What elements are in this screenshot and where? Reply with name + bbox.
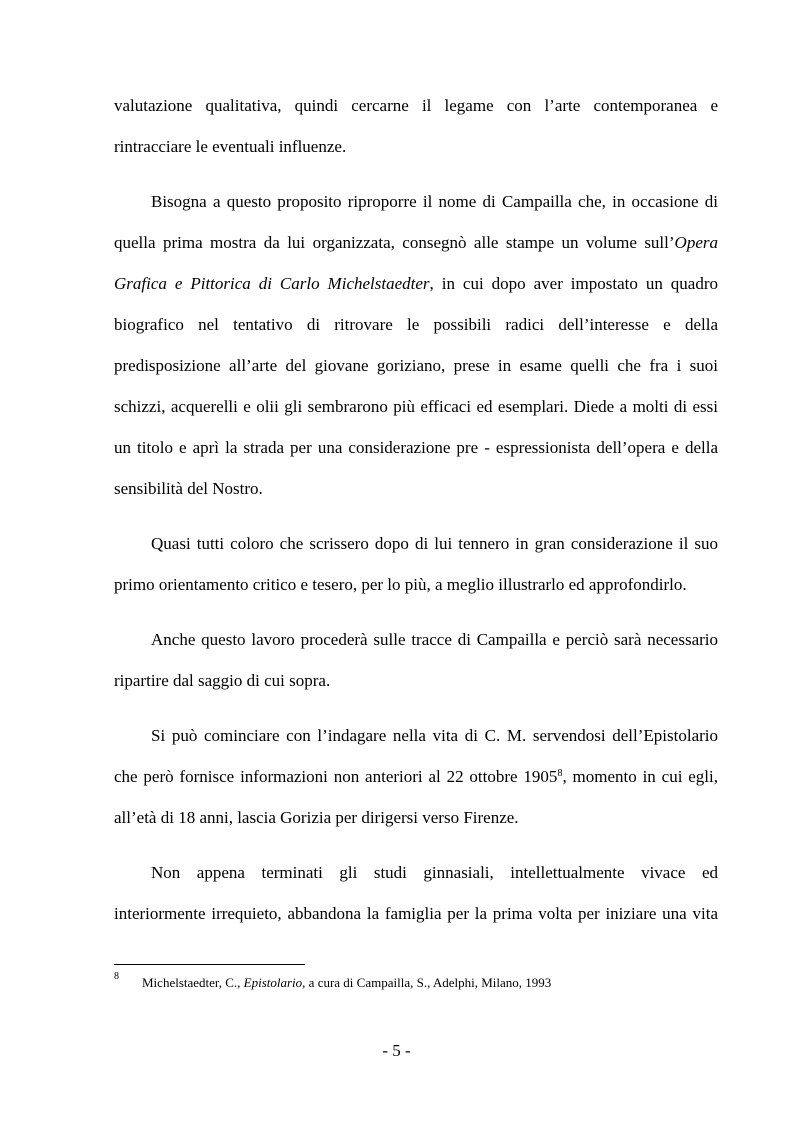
text-line [114, 273, 718, 295]
footnote-number: 8 [114, 971, 119, 982]
text-span: , momento in cui egli, [562, 767, 719, 786]
text-line: interiormente irrequieto, abbandona la famiglia per la prima volta per iniziare una vita [114, 904, 718, 923]
text-line [114, 766, 718, 788]
footnote-title: Epistolario [243, 975, 303, 990]
footnote-text [142, 975, 551, 991]
text-line: predisposizione all’arte del giovane goriziano, prese in esame quelli che fra i suoi [114, 356, 718, 375]
text-line: primo orientamento critico e tesero, per lo più, a meglio illustrarlo ed approfondirlo. [114, 575, 687, 594]
text-line: rintracciare le eventuali influenze. [114, 137, 347, 156]
text-line [114, 232, 718, 254]
page-number: - 5 - [382, 1041, 411, 1060]
text-span: quella prima mostra da lui organizzata, consegnò alle stampe un volume sull’ [114, 233, 675, 252]
text-line: all’età di 18 anni, lascia Gorizia per dirigersi verso Firenze. [114, 808, 519, 827]
text-line: Anche questo lavoro procederà sulle tracce di Campailla e perciò sarà necessario [151, 630, 718, 649]
text-line: Quasi tutti coloro che scrissero dopo di lui tennero in gran considerazione il suo [151, 534, 718, 553]
text-span: , in cui dopo aver impostato un quadro [429, 274, 718, 293]
footnote-details: , a cura di Campailla, S., Adelphi, Milano, 1993 [302, 975, 552, 990]
text-line: sensibilità del Nostro. [114, 479, 263, 498]
text-line: biografico nel tentativo di ritrovare le possibili radici dell’interesse e della [114, 315, 718, 334]
text-line: Si può cominciare con l’indagare nella vita di C. M. servendosi dell’Epistolario [151, 726, 718, 745]
italic-title: Opera [674, 233, 718, 252]
footnote-ref[interactable]: 8 [557, 768, 563, 779]
text-line: un titolo e aprì la strada per una considerazione pre - espressionista dell’opera e della [114, 438, 718, 457]
text-line: Bisogna a questo proposito riproporre il nome di Campailla che, in occasione di [151, 192, 718, 211]
text-line: valutazione qualitativa, quindi cercarne il legame con l’arte contemporanea e [114, 96, 718, 115]
text-line: schizzi, acquerelli e olii gli sembrarono più efficaci ed esemplari. Diede a molti di essi [114, 397, 718, 416]
text-line: Non appena terminati gli studi ginnasiali, intellettualmente vivace ed [151, 863, 718, 882]
italic-title: Grafica e Pittorica di Carlo Michelstaedter [114, 274, 430, 293]
text-line: ripartire dal saggio di cui sopra. [114, 671, 331, 690]
footnote-author: Michelstaedter, C., [142, 975, 244, 990]
footnote-separator [114, 964, 305, 965]
text-span: che però fornisce informazioni non anteriori al 22 ottobre 1905 [114, 767, 558, 786]
